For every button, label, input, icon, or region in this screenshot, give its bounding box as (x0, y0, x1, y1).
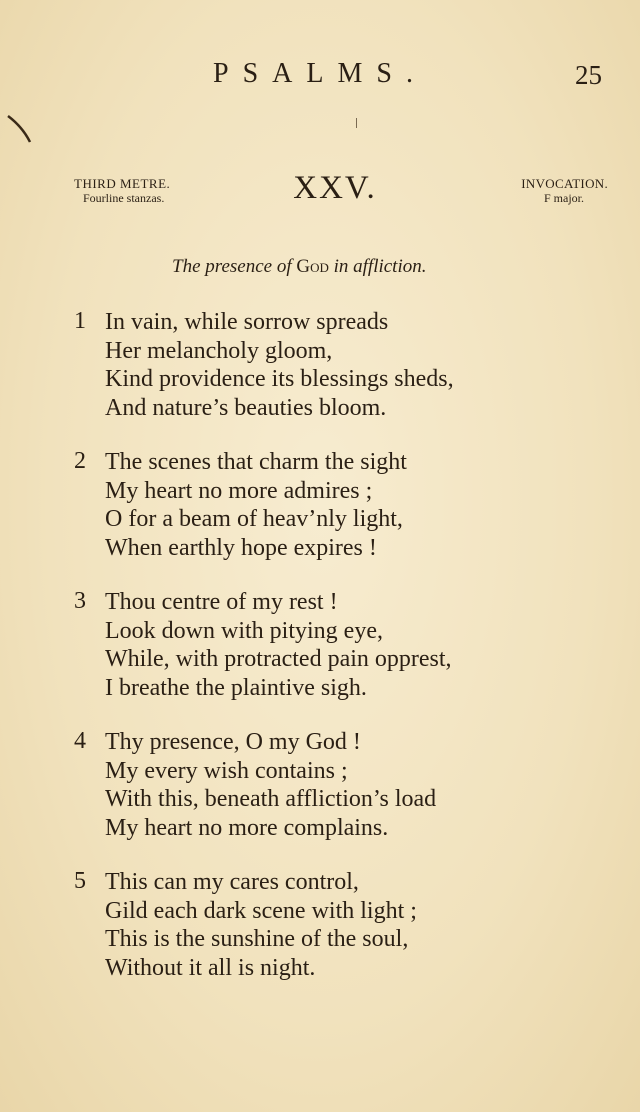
stanza-number: 5 (74, 868, 86, 894)
verse-line: Her melancholy gloom, (105, 337, 333, 364)
psalm-subtitle (172, 256, 427, 278)
page-number: 25 (575, 60, 602, 90)
verse-line: My heart no more complains. (105, 814, 389, 841)
verse-line: Thou centre of my rest ! (105, 589, 338, 615)
verse-line: This can my cares control, (105, 869, 359, 895)
metre-label: THIRD METRE. (74, 176, 171, 191)
verse-line: When earthly hope expires ! (105, 534, 377, 561)
tune-info (521, 177, 608, 205)
subtitle-part-1: The presence of (172, 256, 297, 277)
tune-name: INVOCATION. (521, 176, 608, 191)
subtitle-part-2: God (296, 256, 329, 277)
verse-line: Without it all is night. (105, 954, 316, 981)
stanza-1 (74, 308, 454, 422)
verse-line: In vain, while sorrow spreads (105, 309, 389, 335)
verse-line: This is the sunshine of the soul, (105, 926, 409, 952)
verse-line: Gild each dark scene with light ; (105, 897, 417, 924)
verse-line: Thy presence, O my God ! (105, 729, 361, 755)
verse-line: Look down with pitying eye, (105, 617, 383, 644)
stanza-4 (74, 728, 436, 842)
paper-mark (6, 112, 34, 152)
verse-line: O for a beam of heav’nly light, (105, 506, 403, 532)
stanza-3 (74, 588, 452, 702)
print-mark (356, 118, 357, 128)
stanza-number: 1 (74, 308, 86, 334)
stanza-number: 3 (74, 588, 86, 614)
verse-line: Kind providence its blessings sheds, (105, 366, 454, 392)
stanza-number: 2 (74, 448, 86, 474)
verse-line: And nature’s beauties bloom. (105, 394, 387, 421)
stanza-2 (74, 448, 407, 562)
tune-key: F major. (543, 191, 584, 205)
psalm-number: XXV. (293, 170, 377, 206)
stanza-5 (74, 868, 417, 982)
verse-line: I breathe the plaintive sigh. (105, 674, 367, 701)
stanza-number: 4 (74, 728, 86, 754)
verse-line: With this, beneath affliction’s load (105, 786, 437, 812)
verse-line: My every wish contains ; (105, 757, 348, 784)
verse-line: The scenes that charm the sight (105, 449, 407, 475)
verse-line: While, with protracted pain opprest, (105, 646, 452, 672)
running-title: PSALMS. (213, 58, 427, 89)
verse-line: My heart no more admires ; (105, 477, 373, 504)
stanza-form-label: Fourline stanzas. (83, 191, 165, 205)
subtitle-part-3: in affliction. (328, 256, 427, 277)
